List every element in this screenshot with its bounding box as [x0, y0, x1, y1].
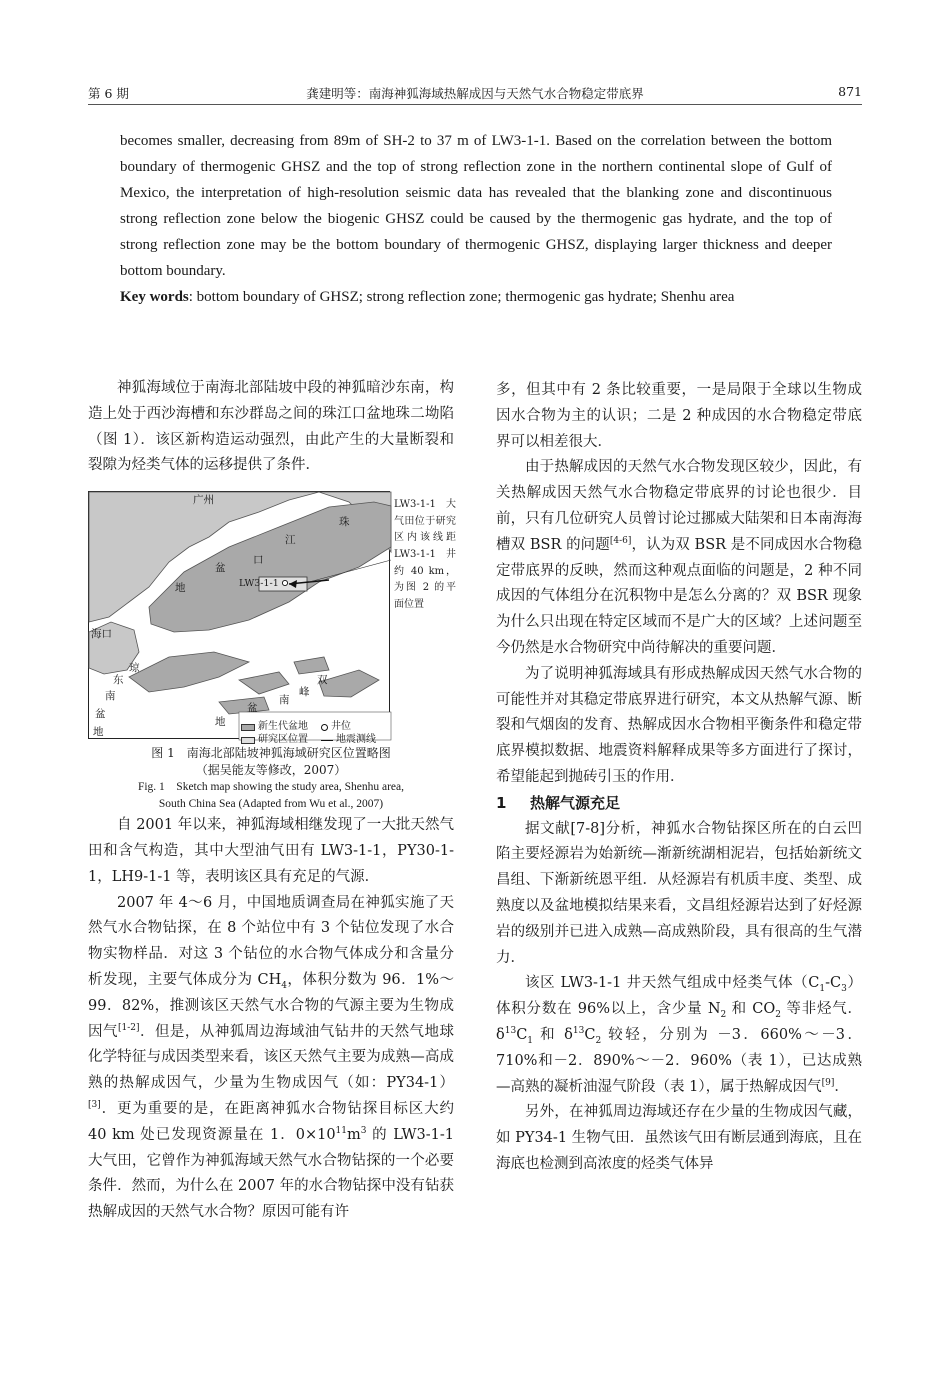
- legend-seismic-symbol: [321, 740, 333, 741]
- label-pen-2: 盆: [95, 708, 106, 721]
- issue-number: 第 6 期: [88, 86, 129, 101]
- english-abstract: [120, 128, 832, 310]
- keywords-label: Key words: [120, 289, 189, 305]
- label-di-2: 地: [93, 726, 104, 739]
- gas-text-b: -C: [825, 975, 842, 992]
- left-column: [88, 376, 454, 1226]
- running-title: 龚建明等：南海神狐海域热解成因与天然气水合物稳定带底界: [306, 86, 644, 101]
- figure-caption-en-1: Fig. 1 Sketch map showing the study area, Shenhu area,: [137, 781, 405, 794]
- biogenic-paragraph: 另外，在神狐周边海域还存在少量的生物成因气藏，如 PY34-1 生物气田．虽然该气田有断层通到海底，且在海底也检测到高浓度的烃类气体异: [496, 1104, 862, 1172]
- gas-text-g: 和 δ: [533, 1026, 573, 1043]
- label-well: LW3-1-1: [239, 578, 279, 590]
- citation-3: [3]: [88, 1100, 101, 1111]
- figure-side-note: LW3-1-1 大气田位于研究区内该线距 LW3-1-1 井约 40 km，为图 2 的平面位置: [394, 499, 456, 610]
- label-haikou: 海口: [91, 628, 112, 641]
- well-marker: [282, 581, 287, 586]
- source-rock-paragraph: 据文献[7-8]分析，神狐水合物钻探区所在的白云凹陷主要烃源岩为始新统—渐新统湖相泥岩，包括始新统文昌组、下渐新统恩平组．从烃源岩有机质丰度、类型、成熟度以及盆地模拟结果来看，文昌组烃源岩达到了好烃源岩的级别并已进入成熟—高成熟阶段，具有很高的生气潜力．: [496, 820, 862, 966]
- label-pen-3: 盆: [247, 702, 258, 715]
- location-map: [88, 491, 390, 746]
- label-jiang: 江: [285, 534, 296, 547]
- drilling-text-d: ．更为重要的是，在距离神狐水合物钻探目标区大约 40 km 处已发现资源量在 1．0×10: [88, 1100, 454, 1143]
- sub-1b: 1: [527, 1035, 534, 1046]
- figure-1: [88, 491, 456, 746]
- drilling-text-e: m: [347, 1126, 361, 1143]
- sup-13b: 13: [572, 1026, 585, 1037]
- figure-caption-cn: 图 1 南海北部陆坡神狐海域研究区位置略图: [151, 746, 391, 761]
- double-bsr-paragraph: [496, 455, 862, 661]
- running-header: [88, 84, 862, 105]
- label-nan: 南: [105, 690, 116, 703]
- label-dong: 东: [113, 674, 124, 687]
- sup-11: 11: [335, 1125, 347, 1136]
- gas-text-f: C: [516, 1026, 528, 1043]
- intro-paragraph: 神狐海域位于南海北部陆坡中段的神狐暗沙东南，构造上处于西沙海槽和东沙群岛之间的珠江口盆地珠二坳陷（图 1）．该区新构造运动强烈，由此产生的大量断裂和裂隙为烃类气体的运移提供了条件．: [88, 380, 454, 474]
- drilling-paragraph: [88, 891, 454, 1226]
- right-column: [496, 378, 862, 1178]
- label-shuang: 双: [317, 674, 328, 687]
- label-nan-2: 南: [279, 694, 290, 707]
- gas-text-d: 和 CO: [726, 1001, 776, 1018]
- sub-2b: 2: [775, 1010, 782, 1021]
- sub-2c: 2: [595, 1035, 602, 1046]
- gas-composition-paragraph: [496, 971, 862, 1100]
- gas-text-h: C: [584, 1026, 596, 1043]
- drilling-text-a: 2007 年 4～6 月，中国地质调查局在神狐实施了天然气水合物钻探，在 8 个站位中有 3 个钻位发现了水合物实物样品．对这 3 个钻位的水合物气体成分和含量分析发现，主要气体成分为 CH: [88, 894, 454, 988]
- label-zhu: 珠: [339, 516, 350, 529]
- sub-2a: 2: [720, 1010, 727, 1021]
- section-heading-1: [496, 791, 862, 817]
- drilling-text-f: 的 LW3-1-1 大气田，它曾作为神狐海域天然气水合物钻探的一个必要条件．然而，为什么在 2007 年的水合物钻探中没有钻获热解成因的天然气水合物？原因可能有许: [88, 1126, 454, 1221]
- double-bsr-text-a: 由于热解成因的天然气水合物发现区较少，因此，有关热解成因天然气水合物稳定带底界的讨论也很少．目前，只有几位研究人员曾讨论过挪威大陆架和日本南海海槽双 BSR 的问题: [496, 459, 862, 553]
- double-bsr-text-b: ，认为双 BSR 是不同成因水合物稳定带底界的反映，然而这种观点面临的问题是，2 种不同成因的气体组分在沉积物中是怎么分离的？双 BSR 现象为什么只出现在特定区域而不是广大的区域？上述问题至今仍然是水合物研究中尚待解决的重要问题．: [496, 536, 862, 656]
- continued-paragraph: 多，但其中有 2 条比较重要，一是局限于全球以生物成因水合物为主的认识；二是 2 种成因的水合物稳定带底界可以相差很大．: [496, 382, 862, 450]
- gas-text-e: 等非烃气．δ: [496, 1001, 863, 1043]
- sup-3: 3: [360, 1125, 367, 1136]
- small-basin-3: [219, 697, 269, 714]
- label-qiong: 琼: [129, 662, 140, 675]
- section-number: 1: [496, 793, 507, 812]
- keywords-text: : bottom boundary of GHSZ; strong reflection zone; thermogenic gas hydrate; Shenhu area: [188, 289, 735, 305]
- section-title: 热解气源充足: [530, 793, 621, 812]
- citation-4-6: [4-6]: [609, 535, 632, 546]
- label-kou: 口: [253, 554, 264, 567]
- figure-caption-en-2: South China Sea (Adapted from Wu et al., 2007): [158, 798, 384, 811]
- legend-seismic-label: 地震测线: [336, 734, 376, 746]
- small-basin-2: [294, 657, 329, 674]
- label-di: 地: [175, 582, 186, 595]
- page-number: 871: [838, 84, 862, 99]
- label-guangzhou: 广州: [193, 494, 214, 507]
- keywords: [120, 284, 832, 310]
- sub-3: 3: [841, 984, 847, 995]
- sup-13a: 13: [504, 1026, 517, 1037]
- drilling-text-c: ．但是，从神狐周边海域油气钻井的天然气地球化学特征与成因类型来看，该区天然气主要为成熟—高成熟的热解成因气，少量为生物成因气（如：PY34-1）: [88, 1023, 455, 1092]
- shuangfeng-basin: [319, 670, 379, 697]
- gas-field-paragraph: 自 2001 年以来，神狐海域相继发现了一大批天然气田和含气构造，其中大型油气田有 LW3-1-1，PY30-1-1，LH9-1-1 等，表明该区具有充足的气源．: [88, 817, 454, 885]
- label-di-3: 地: [215, 716, 226, 729]
- legend-study-area: [241, 727, 308, 753]
- sub-4: 4: [281, 980, 287, 991]
- gas-text-c: ）体积分数在 96%以上，含少量 N: [496, 975, 863, 1018]
- legend-basin-label: 新生代盆地: [258, 721, 308, 733]
- purpose-paragraph: 为了说明神狐海域具有形成热解成因天然气水合物的可能性并对其稳定带底界进行研究，本文从热解气源、断裂和气烟囱的发育、热解成因水合物相平衡条件和稳定带底界模拟数据、地震资料解释成果等多方面进行了探讨，希望能起到抛砖引玉的作用．: [496, 665, 862, 785]
- legend-study-area-swatch: [241, 737, 255, 744]
- citation-9: [9]: [821, 1077, 835, 1088]
- legend-well-label: 井位: [331, 721, 351, 733]
- qiongdongnan-basin: [129, 652, 249, 692]
- figure-caption-cn-source: （据吴能友等修改，2007）: [195, 763, 347, 778]
- abstract-text: becomes smaller, decreasing from 89m of SH-2 to 37 m of LW3-1-1. Based on the correlation between the bottom boundary of thermogenic GHSZ and the top of strong reflection zone in the northern continental slope of Gulf of Mexico, the interpretation of high-resolution seismic data has revealed that the blanking zone and discontinuous strong reflection zone below the biogenic GHSZ could be caused by the thermogenic gas hydrate, and the top of strong reflection zone may be the bottom boundary of thermogenic GHSZ, displaying larger thickness and deeper bottom boundary.: [120, 133, 832, 279]
- label-feng: 峰: [299, 686, 310, 699]
- small-basin-1: [239, 672, 289, 694]
- legend-study-area-label: 研究区位置: [258, 734, 308, 746]
- drilling-text-b: ，体积分数为 96．1%～99．82%，推测该区天然气水合物的气源主要为生物成因气: [88, 971, 454, 1040]
- map-drawing: [89, 492, 391, 740]
- gas-text-i: 较轻，分别为 －3．660%～－3．710%和－2．890%～－2．960%（表 1），已达成熟—高熟的凝析油湿气阶段（表 1），属于热解成因气: [496, 1026, 862, 1095]
- gas-text-a: 该区 LW3-1-1 井天然气组成中烃类气体（C: [525, 975, 820, 992]
- sub-1: 1: [819, 984, 826, 995]
- gas-text-j: ．: [834, 1078, 849, 1095]
- label-pen: 盆: [215, 562, 226, 575]
- citation-1-2: [1-2]: [117, 1022, 140, 1033]
- legend-seismic: [321, 727, 376, 753]
